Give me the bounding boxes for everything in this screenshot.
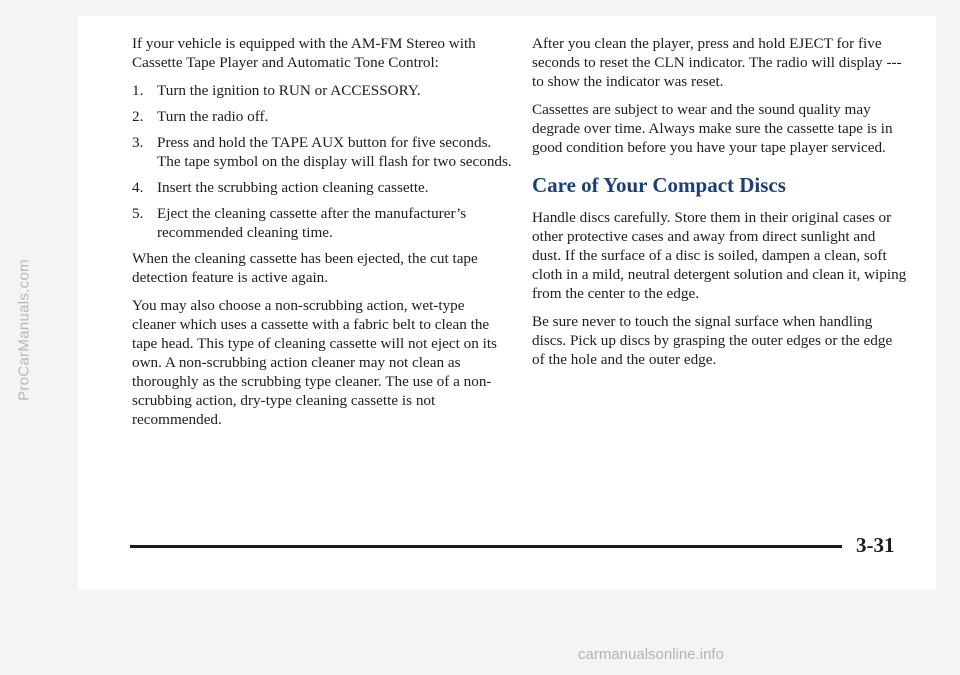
step-item [132, 133, 512, 171]
right-column [532, 34, 907, 378]
step-item [132, 107, 512, 126]
signal-surface-paragraph: Be sure never to touch the signal surface when handling discs. Pick up discs by grasping the outer edges or the edge of the hole and the outer edge. [532, 313, 893, 368]
footer-rule [130, 545, 842, 548]
page-number: 3-31 [856, 533, 895, 557]
step-number: 2. [132, 108, 144, 125]
step-text: Insert the scrubbing action cleaning cassette. [157, 179, 429, 196]
side-watermark [10, 120, 38, 540]
cleaning-steps-list [132, 81, 512, 242]
watermark-text: ProCarManuals.com [15, 259, 33, 401]
step-item [132, 204, 512, 242]
step-text: Eject the cleaning cassette after the manufacturer’s recommended cleaning time. [157, 205, 467, 241]
non-scrubbing-paragraph: You may also choose a non-scrubbing action, wet-type cleaner which uses a cassette with a fabric belt to clean the tape head. This type of cleaning cassette will not eject on its own. A non-scrubbing action cleaner may not clean as thoroughly as the scrubbing type cleaner. The use of a non-scrubbing action, dry-type cleaning cassette is not recommended. [132, 297, 497, 428]
left-column [132, 34, 512, 438]
reset-paragraph: After you clean the player, press and hold EJECT for five seconds to reset the CLN indicator. The radio will display --- to show the indicator was reset. [532, 35, 902, 90]
step-number: 4. [132, 179, 144, 196]
step-number: 1. [132, 82, 144, 99]
step-text: Turn the ignition to RUN or ACCESSORY. [157, 82, 421, 99]
footer-watermark: carmanualsonline.info [578, 646, 724, 663]
step-item [132, 178, 512, 197]
after-eject-paragraph: When the cleaning cassette has been ejected, the cut tape detection feature is active again. [132, 250, 478, 286]
step-text: Turn the radio off. [157, 108, 269, 125]
handle-discs-paragraph: Handle discs carefully. Store them in their original cases or other protective cases and away from direct sunlight and dust. If the surface of a disc is soiled, dampen a clean, soft cloth in a mild, neutral detergent solution and clean it, wiping from the center to the edge. [532, 209, 907, 302]
step-number: 5. [132, 205, 144, 222]
step-text: Press and hold the TAPE AUX button for five seconds. The tape symbol on the display will flash for two seconds. [157, 134, 512, 170]
wear-paragraph: Cassettes are subject to wear and the sound quality may degrade over time. Always make sure the cassette tape is in good condition before you have your tape player serviced. [532, 101, 893, 156]
step-number: 3. [132, 134, 144, 151]
section-heading: Care of Your Compact Discs [532, 173, 786, 197]
step-item [132, 81, 512, 100]
intro-paragraph: If your vehicle is equipped with the AM-FM Stereo with Cassette Tape Player and Automatic Tone Control: [132, 35, 476, 71]
